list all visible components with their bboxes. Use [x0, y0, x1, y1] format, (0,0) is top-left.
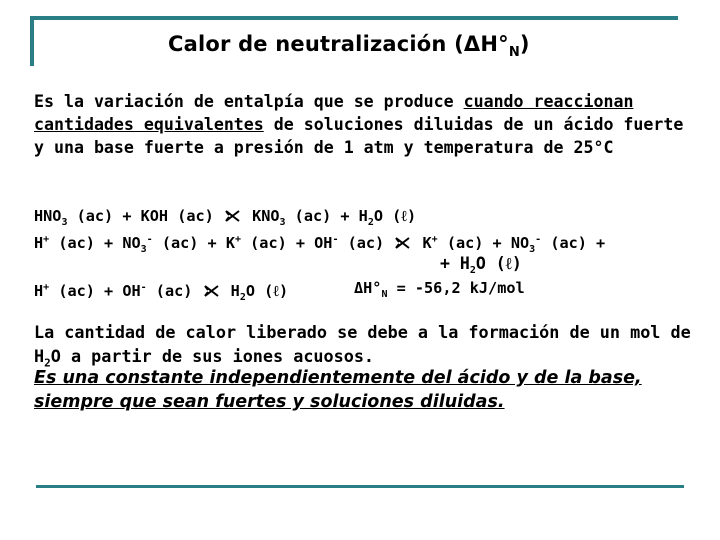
enthalpy-value: $\Delta H^\circ_N = -56,2$ kJ/mol: [354, 279, 525, 301]
equilibrium-arrow-icon: [395, 236, 411, 250]
definition-text: Es la variación de entalpía que se produce cuando reaccionan cantidades equivalentes de soluciones diluidas de un ácido fuerte y una base fuerte a presión de 1 atm y temperatura de 25°C: [34, 92, 684, 157]
explanation-paragraph: La cantidad de calor liberado se debe a la formación de un mol de $H_2O$ a partir de sus iones acuosos.: [34, 322, 691, 370]
top-rule: [30, 16, 678, 20]
bottom-rule: [36, 485, 684, 488]
slide-title: Calor de neutralización $(\Delta H^\circ_N)$: [168, 32, 530, 61]
equilibrium-arrow-icon: [225, 209, 241, 223]
equilibrium-arrow-icon: [204, 284, 220, 298]
left-rule: [30, 16, 34, 66]
emphasis-statement: Es una constante independientemente del ácido y de la base, siempre que sean fuertes y soluciones diluidas.: [34, 368, 642, 412]
equation-molecular: $HNO_3$ (ac) + KOH (ac) $KNO_3$ $(ac) + H_2O$ (ℓ): [34, 207, 417, 229]
equation-net-ionic: H+ (ac) + OH- (ac) $H_2O$ (ℓ): [34, 282, 289, 304]
equation-ionic: H+ $(ac) + NO_3^-$ (ac) + K+ (ac) + OH- (ac) K+ $(ac) + NO_3^-$ (ac) +: [34, 234, 606, 256]
equation-ionic-continuation: + $H_2O$ (ℓ): [440, 254, 522, 277]
underlined-phrase: cuando reaccionan cantidades equivalentes: [34, 92, 634, 134]
